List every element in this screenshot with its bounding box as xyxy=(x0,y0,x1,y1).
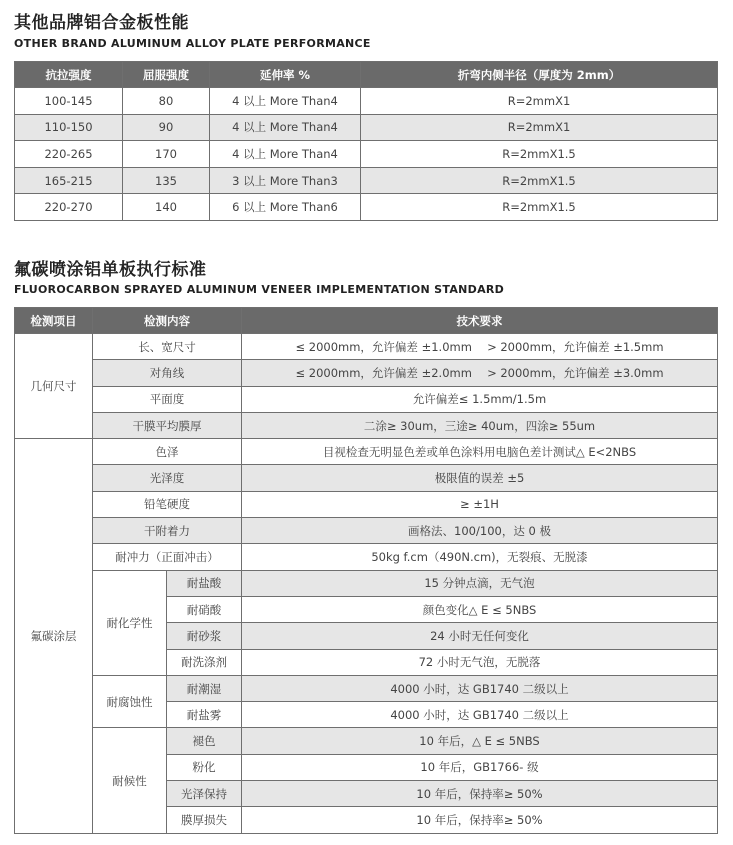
cell-test-content: 耐潮湿 xyxy=(167,675,242,701)
cell-bend-radius: R=2mmX1 xyxy=(361,114,718,141)
cell-test-content: 平面度 xyxy=(93,386,242,412)
table-row xyxy=(15,114,718,141)
subgroup-weather: 耐候性 xyxy=(93,728,167,833)
cell-requirement: ≤ 2000mm，允许偏差 ±2.0mm > 2000mm，允许偏差 ±3.0mm xyxy=(242,360,718,386)
cell-bend-radius: R=2mmX1.5 xyxy=(361,194,718,221)
group-coating: 氟碳涂层 xyxy=(15,439,93,833)
cell-bend-radius: R=2mmX1.5 xyxy=(361,141,718,168)
cell-elongation: 4 以上 More Than4 xyxy=(210,141,361,168)
header-technical-requirement: 技术要求 xyxy=(242,308,718,334)
cell-yield: 90 xyxy=(123,114,210,141)
cell-requirement: 50kg f.cm（490N.cm)，无裂痕、无脱漆 xyxy=(242,544,718,570)
cell-requirement: 画格法、100/100，达 0 极 xyxy=(242,518,718,544)
header-test-item: 检测项目 xyxy=(15,308,93,334)
table-row xyxy=(15,518,718,544)
cell-test-content: 色泽 xyxy=(93,439,242,465)
cell-requirement: ≥ ±1H xyxy=(242,491,718,517)
cell-test-content: 膜厚损失 xyxy=(167,807,242,833)
cell-test-content: 光泽度 xyxy=(93,465,242,491)
cell-requirement: 10 年后，△ E ≤ 5NBS xyxy=(242,728,718,754)
cell-requirement: 24 小时无任何变化 xyxy=(242,623,718,649)
alloy-performance-table xyxy=(14,61,718,221)
header-elongation: 延伸率 % xyxy=(210,62,361,88)
cell-requirement: 72 小时无气泡，无脱落 xyxy=(242,649,718,675)
cell-elongation: 4 以上 More Than4 xyxy=(210,88,361,115)
table-row xyxy=(15,412,718,438)
table-row xyxy=(15,570,718,596)
cell-test-content: 长、宽尺寸 xyxy=(93,334,242,360)
cell-test-content: 铅笔硬度 xyxy=(93,491,242,517)
cell-requirement: 15 分钟点滴，无气泡 xyxy=(242,570,718,596)
cell-tensile: 220-270 xyxy=(15,194,123,221)
cell-tensile: 100-145 xyxy=(15,88,123,115)
section1-subtitle: OTHER BRAND ALUMINUM ALLOY PLATE PERFORMANCE xyxy=(14,37,371,50)
cell-yield: 140 xyxy=(123,194,210,221)
table-row xyxy=(15,167,718,194)
cell-requirement: 10 年后，GB1766- 级 xyxy=(242,754,718,780)
cell-bend-radius: R=2mmX1 xyxy=(361,88,718,115)
cell-elongation: 6 以上 More Than6 xyxy=(210,194,361,221)
cell-elongation: 4 以上 More Than4 xyxy=(210,114,361,141)
cell-test-content: 耐洗涤剂 xyxy=(167,649,242,675)
cell-tensile: 110-150 xyxy=(15,114,123,141)
cell-yield: 135 xyxy=(123,167,210,194)
cell-requirement: 允许偏差≤ 1.5mm/1.5m xyxy=(242,386,718,412)
subgroup-corrosion: 耐腐蚀性 xyxy=(93,675,167,728)
header-test-content: 检测内容 xyxy=(93,308,242,334)
table-row xyxy=(15,439,718,465)
cell-test-content: 耐盐酸 xyxy=(167,570,242,596)
fluorocarbon-standard-table xyxy=(14,307,718,834)
cell-requirement: 4000 小时，达 GB1740 二级以上 xyxy=(242,675,718,701)
table-row xyxy=(15,675,718,701)
cell-requirement: 4000 小时，达 GB1740 二级以上 xyxy=(242,702,718,728)
table-row xyxy=(15,360,718,386)
cell-requirement: 目视检查无明显色差或单色涂料用电脑色差计测试△ E<2NBS xyxy=(242,439,718,465)
table-header-row xyxy=(15,62,718,88)
header-tensile-strength: 抗拉强度 xyxy=(15,62,123,88)
table-row xyxy=(15,491,718,517)
cell-elongation: 3 以上 More Than3 xyxy=(210,167,361,194)
cell-test-content: 干附着力 xyxy=(93,518,242,544)
section2-subtitle: FLUOROCARBON SPRAYED ALUMINUM VENEER IMPLEMENTATION STANDARD xyxy=(14,283,505,296)
table-row xyxy=(15,465,718,491)
header-yield-strength: 屈服强度 xyxy=(123,62,210,88)
group-geometry: 几何尺寸 xyxy=(15,334,93,439)
cell-requirement: 10 年后，保持率≥ 50% xyxy=(242,781,718,807)
table-row xyxy=(15,386,718,412)
cell-test-content: 对角线 xyxy=(93,360,242,386)
table-row xyxy=(15,334,718,360)
table-header-row xyxy=(15,308,718,334)
cell-requirement: 颜色变化△ E ≤ 5NBS xyxy=(242,596,718,622)
cell-test-content: 耐盐雾 xyxy=(167,702,242,728)
header-bend-radius: 折弯内侧半径（厚度为 2mm） xyxy=(361,62,718,88)
cell-tensile: 165-215 xyxy=(15,167,123,194)
table-row xyxy=(15,194,718,221)
table-row xyxy=(15,141,718,168)
cell-requirement: ≤ 2000mm，允许偏差 ±1.0mm > 2000mm，允许偏差 ±1.5mm xyxy=(242,334,718,360)
cell-test-content: 耐砂浆 xyxy=(167,623,242,649)
cell-requirement: 极限值的误差 ±5 xyxy=(242,465,718,491)
cell-tensile: 220-265 xyxy=(15,141,123,168)
cell-test-content: 耐冲力（正面冲击） xyxy=(93,544,242,570)
subgroup-chemical: 耐化学性 xyxy=(93,570,167,675)
table-row xyxy=(15,544,718,570)
section1-title: 其他品牌铝合金板性能 xyxy=(14,13,189,33)
cell-requirement: 10 年后，保持率≥ 50% xyxy=(242,807,718,833)
cell-test-content: 干膜平均膜厚 xyxy=(93,412,242,438)
cell-test-content: 耐硝酸 xyxy=(167,596,242,622)
cell-requirement: 二涂≥ 30um，三途≥ 40um，四涂≥ 55um xyxy=(242,412,718,438)
cell-yield: 170 xyxy=(123,141,210,168)
section2-title: 氟碳喷涂铝单板执行标准 xyxy=(14,260,207,280)
cell-test-content: 褪色 xyxy=(167,728,242,754)
table-row xyxy=(15,728,718,754)
cell-test-content: 粉化 xyxy=(167,754,242,780)
cell-test-content: 光泽保持 xyxy=(167,781,242,807)
cell-yield: 80 xyxy=(123,88,210,115)
table-row xyxy=(15,88,718,115)
cell-bend-radius: R=2mmX1.5 xyxy=(361,167,718,194)
